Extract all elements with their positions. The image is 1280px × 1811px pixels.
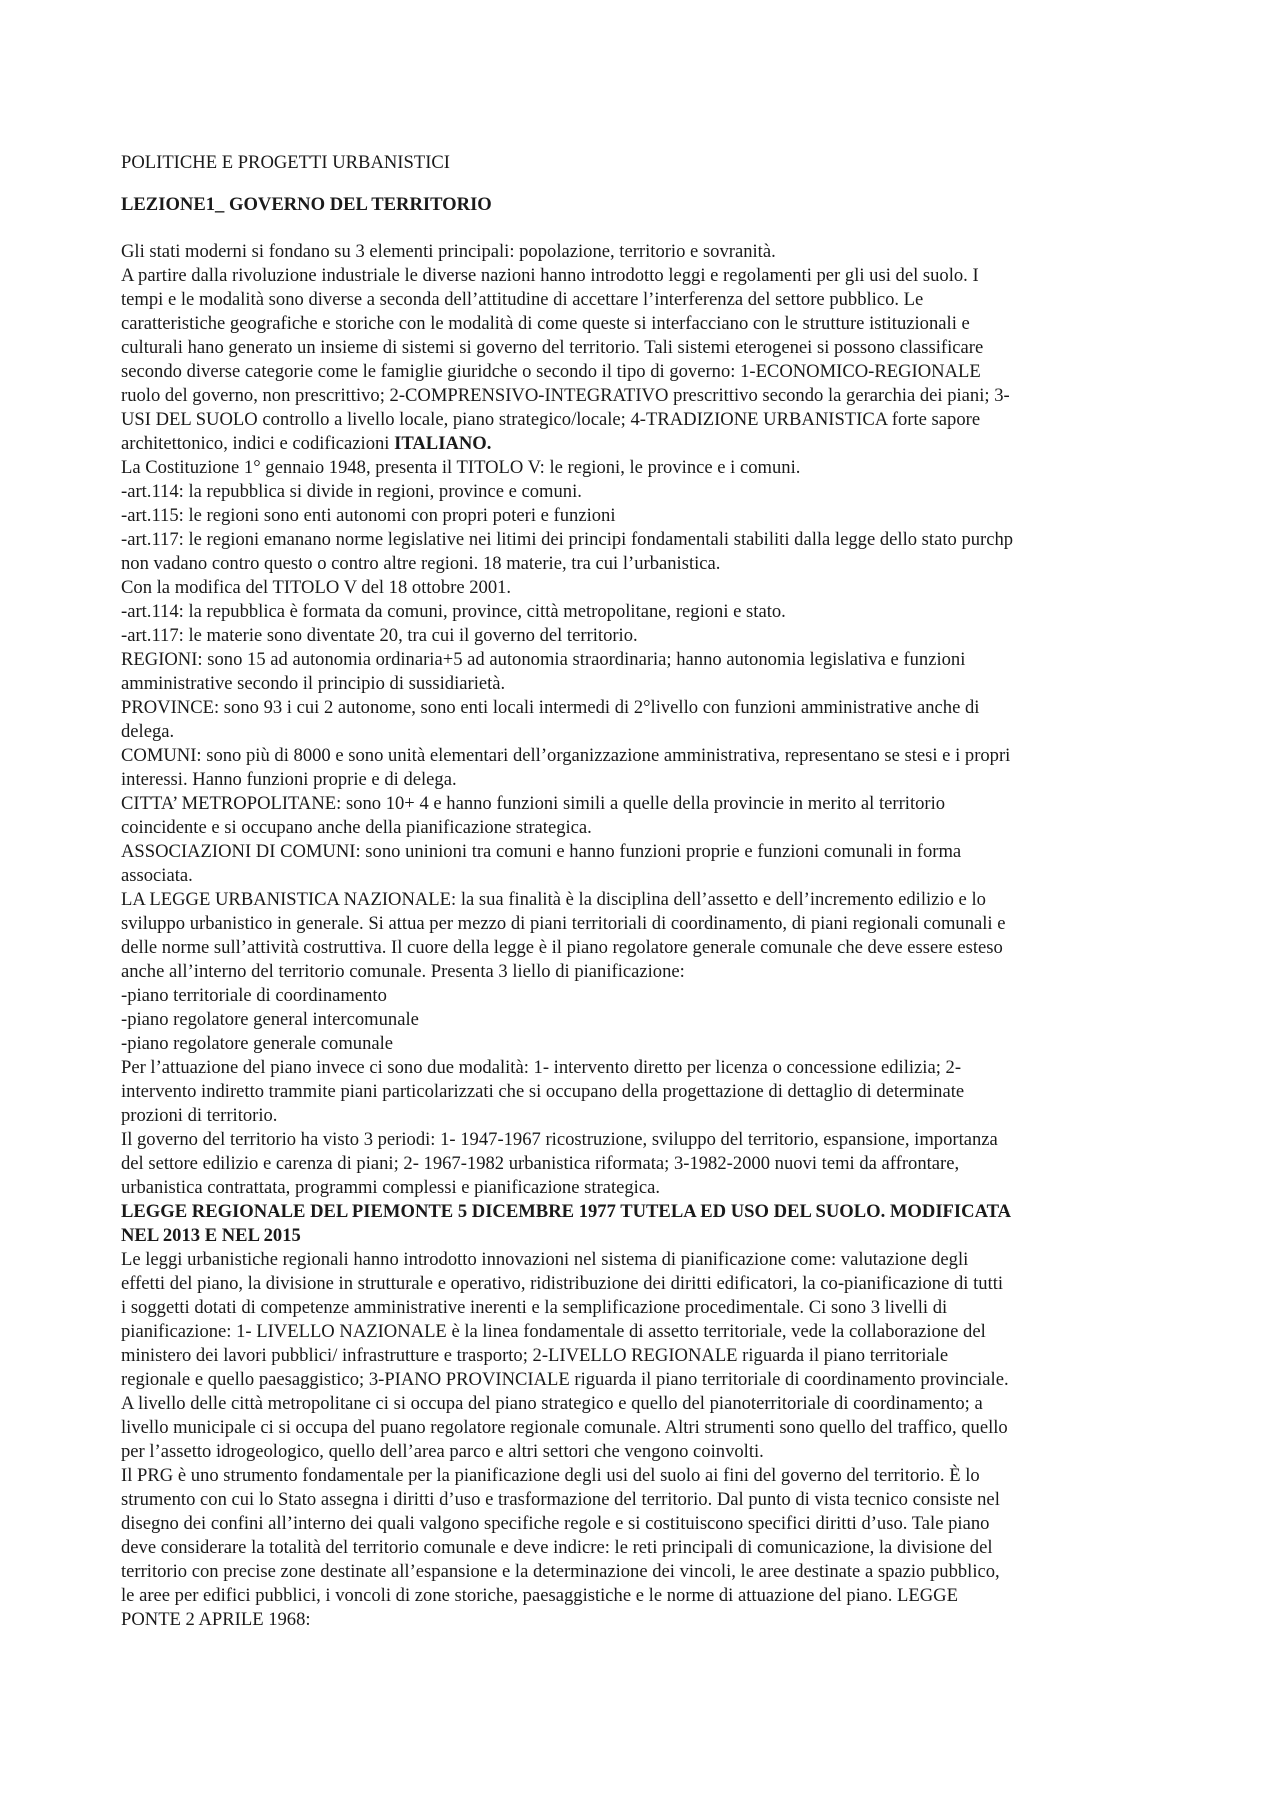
text-line-content: -art.114: la repubblica è formata da comuni, province, città metropolitane, regioni e stato.: [121, 601, 786, 622]
text-line: [121, 1344, 1169, 1368]
text-line-content: Le leggi urbanistiche regionali hanno introdotto innovazioni nel sistema di pianificazione come: valutazione degli: [121, 1249, 969, 1270]
text-line-content: coincidente e si occupano anche della pianificazione strategica.: [121, 817, 592, 838]
text-line: [121, 672, 1169, 696]
text-line-content: non vadano contro questo o contro altre regioni. 18 materie, tra cui l’urbanistica.: [121, 553, 721, 574]
text-line: [121, 1056, 1169, 1080]
text-line: [121, 1440, 1169, 1464]
text-line: [121, 456, 1169, 480]
text-line: [121, 744, 1169, 768]
text-line: [121, 816, 1169, 840]
text-line-content: territorio con precise zone destinate all’espansione e la determinazione dei vincoli, le aree destinate a spazio pubblico,: [121, 1561, 1000, 1582]
text-line: [121, 552, 1169, 576]
text-line-content: PROVINCE: sono 93 i cui 2 autonome, sono enti locali intermedi di 2°livello con funzioni amministrative anche di: [121, 697, 980, 718]
text-line-content: amministrative secondo il principio di sussidiarietà.: [121, 673, 506, 694]
text-line: [121, 1368, 1169, 1392]
text-line-content: ASSOCIAZIONI DI COMUNI: sono uninioni tra comuni e hanno funzioni proprie e funzioni comunali in forma: [121, 841, 962, 862]
text-line: [121, 1608, 1169, 1632]
text-line-content: -piano regolatore generale comunale: [121, 1033, 394, 1054]
text-line-content: CITTA’ METROPOLITANE: sono 10+ 4 e hanno funzioni simili a quelle della provincie in merito al territorio: [121, 793, 946, 814]
text-line-content: anche all’interno del territorio comunale. Presenta 3 liello di pianificazione:: [121, 961, 685, 982]
text-line-content: pianificazione: 1- LIVELLO NAZIONALE è la linea fondamentale di assetto territoriale, vede la collaborazione del: [121, 1321, 986, 1342]
text-line: [121, 264, 1169, 288]
text-line: [121, 888, 1169, 912]
text-line: [121, 1584, 1169, 1608]
lesson-title: LEZIONE1_ GOVERNO DEL TERRITORIO: [121, 194, 492, 215]
text-line-content: tempi e le modalità sono diverse a seconda dell’attitudine di accettare l’interferenza del settore pubblico. Le: [121, 289, 924, 310]
text-line-content: delega.: [121, 721, 175, 742]
text-line: [121, 1248, 1169, 1272]
text-line: [121, 600, 1169, 624]
text-line-content: LA LEGGE URBANISTICA NAZIONALE: la sua finalità è la disciplina dell’assetto e dell’incremento edilizio e lo: [121, 889, 986, 910]
text-line-content: deve considerare la totalità del territorio comunale e deve indicre: le reti principali di comunicazione, la divisione del: [121, 1537, 993, 1558]
text-line: [121, 1320, 1169, 1344]
text-line-content: strumento con cui lo Stato assegna i diritti d’uso e trasformazione del territorio. Dal punto di vista tecnico consiste nel: [121, 1489, 1000, 1510]
text-line: [121, 936, 1169, 960]
text-line: [121, 1128, 1169, 1152]
text-line-content: Il PRG è uno strumento fondamentale per la pianificazione degli usi del suolo ai fini del governo del territorio. È lo: [121, 1465, 980, 1486]
text-line-content: A livello delle città metropolitane ci si occupa del piano strategico e quello del pianoterritoriale di coordinamento; a: [121, 1393, 983, 1414]
text-line-content: -art.117: le materie sono diventate 20, tra cui il governo del territorio.: [121, 625, 638, 646]
text-line-content: sviluppo urbanistico in generale. Si attua per mezzo di piani territoriali di coordinamento, di piani regionali comunali e: [121, 913, 1006, 934]
text-line-content: le aree per edifici pubblici, i voncoli di zone storiche, paesaggistiche e le norme di attuazione del piano. LEGGE: [121, 1585, 958, 1606]
text-line: [121, 864, 1169, 888]
text-line: [121, 336, 1169, 360]
text-line-content: Con la modifica del TITOLO V del 18 ottobre 2001.: [121, 577, 512, 598]
text-line-bold: NEL 2013 E NEL 2015: [121, 1225, 301, 1246]
text-line: [121, 1176, 1169, 1200]
text-line-content: Per l’attuazione del piano invece ci sono due modalità: 1- intervento diretto per licenza o concessione edilizia; 2-: [121, 1057, 962, 1078]
text-line: [121, 960, 1169, 984]
text-line-content: disegno dei confini all’interno dei quali valgono specifiche regole e si costituiscono specifici diritti d’uso. Tale piano: [121, 1513, 990, 1534]
document-body: [121, 240, 1169, 1632]
text-line: [121, 384, 1169, 408]
text-line-content: -art.115: le regioni sono enti autonomi con propri poteri e funzioni: [121, 505, 616, 526]
text-line-content: architettonico, indici e codificazioni: [121, 433, 395, 454]
text-line: [121, 1464, 1169, 1488]
text-line-content: effetti del piano, la divisione in strutturale e operativo, ridistribuzione dei diritti edificatori, la co-pianificazione di tutti: [121, 1273, 1004, 1294]
text-line-content: del settore edilizio e carenza di piani; 2- 1967-1982 urbanistica riformata; 3-1982-2000 nuovi temi da affrontare,: [121, 1153, 960, 1174]
text-line: [121, 1488, 1169, 1512]
text-line-content: interessi. Hanno funzioni proprie e di delega.: [121, 769, 457, 790]
text-line-content: A partire dalla rivoluzione industriale le diverse nazioni hanno introdotto leggi e regolamenti per gli usi del suolo. I: [121, 265, 979, 286]
text-line: [121, 1032, 1169, 1056]
text-line-content: per l’assetto idrogeologico, quello dell’area parco e altri settori che vengono coinvolti.: [121, 1441, 764, 1462]
text-line-content: PONTE 2 APRILE 1968:: [121, 1609, 311, 1630]
text-line: [121, 1008, 1169, 1032]
text-line: [121, 1104, 1169, 1128]
text-line-content: livello municipale ci si occupa del puano regolatore regionale comunale. Altri strumenti sono quello del traffico, quello: [121, 1417, 1008, 1438]
text-line-content: regionale e quello paesaggistico; 3-PIANO PROVINCIALE riguarda il piano territoriale di coordinamento provinciale.: [121, 1369, 1009, 1390]
text-line-content: Gli stati moderni si fondano su 3 elementi principali: popolazione, territorio e sovranità.: [121, 241, 776, 262]
text-line: [121, 840, 1169, 864]
document-title: POLITICHE E PROGETTI URBANISTICI: [121, 152, 450, 173]
text-line-content: associata.: [121, 865, 193, 886]
text-line: [121, 1272, 1169, 1296]
text-line-content: ruolo del governo, non prescrittivo; 2-COMPRENSIVO-INTEGRATIVO prescrittivo secondo la gerarchia dei piani; 3-: [121, 385, 1010, 406]
text-line-content: COMUNI: sono più di 8000 e sono unità elementari dell’organizzazione amministrativa, representano se stesi e i propri: [121, 745, 1011, 766]
text-line-bold: ITALIANO.: [394, 433, 492, 454]
text-line: [121, 432, 1169, 456]
text-line-content: i soggetti dotati di competenze amministrative inerenti e la semplificazione procedimentale. Ci sono 3 livelli di: [121, 1297, 948, 1318]
text-line: [121, 528, 1169, 552]
text-line-content: caratteristiche geografiche e storiche con le modalità di come queste si interfacciano con le strutture istituzionali e: [121, 313, 970, 334]
text-line: [121, 720, 1169, 744]
text-line: [121, 1512, 1169, 1536]
text-line-content: intervento indiretto trammite piani particolarizzati che si occupano della progettazione di dettaglio di determinate: [121, 1081, 965, 1102]
text-line: [121, 1224, 1169, 1248]
text-line: [121, 1392, 1169, 1416]
text-line: [121, 240, 1169, 264]
text-line: [121, 408, 1169, 432]
text-line: [121, 360, 1169, 384]
text-line: [121, 648, 1169, 672]
text-line-bold: LEGGE REGIONALE DEL PIEMONTE 5 DICEMBRE 1977 TUTELA ED USO DEL SUOLO. MODIFICATA: [121, 1201, 1012, 1222]
text-line: [121, 1296, 1169, 1320]
text-line: [121, 480, 1169, 504]
text-line-content: USI DEL SUOLO controllo a livello locale, piano strategico/locale; 4-TRADIZIONE URBANISTICA forte sapore: [121, 409, 981, 430]
text-line: [121, 1080, 1169, 1104]
text-line: [121, 912, 1169, 936]
text-line: [121, 312, 1169, 336]
text-line: [121, 768, 1169, 792]
text-line: [121, 288, 1169, 312]
text-line: [121, 576, 1169, 600]
text-line: [121, 1416, 1169, 1440]
text-line-content: La Costituzione 1° gennaio 1948, presenta il TITOLO V: le regioni, le province e i comuni.: [121, 457, 801, 478]
text-line-content: -piano regolatore general intercomunale: [121, 1009, 419, 1030]
text-line: [121, 624, 1169, 648]
text-line-content: REGIONI: sono 15 ad autonomia ordinaria+5 ad autonomia straordinaria; hanno autonomia legislativa e funzioni: [121, 649, 966, 670]
text-line-content: delle norme sull’attività costruttiva. Il cuore della legge è il piano regolatore generale comunale che deve essere esteso: [121, 937, 1003, 958]
text-line: [121, 1536, 1169, 1560]
text-line: [121, 792, 1169, 816]
text-line-content: secondo diverse categorie come le famiglie giuridche o secondo il tipo di governo: 1-ECONOMICO-REGIONALE: [121, 361, 981, 382]
text-line-content: prozioni di territorio.: [121, 1105, 278, 1126]
text-line-content: culturali hano generato un insieme di sistemi si governo del territorio. Tali sistemi eterogenei si possono classificare: [121, 337, 984, 358]
text-line: [121, 1560, 1169, 1584]
text-line-content: ministero dei lavori pubblici/ infrastrutture e trasporto; 2-LIVELLO REGIONALE riguarda il piano territoriale: [121, 1345, 949, 1366]
text-line: [121, 696, 1169, 720]
text-line: [121, 1200, 1169, 1224]
text-line-content: -art.117: le regioni emanano norme legislative nei litimi dei principi fondamentali stabiliti dalla legge dello stato purchp: [121, 529, 1014, 550]
text-line: [121, 984, 1169, 1008]
text-line-content: Il governo del territorio ha visto 3 periodi: 1- 1947-1967 ricostruzione, sviluppo del territorio, espansione, importanza: [121, 1129, 998, 1150]
text-line: [121, 504, 1169, 528]
text-line-content: -art.114: la repubblica si divide in regioni, province e comuni.: [121, 481, 582, 502]
text-line-content: urbanistica contrattata, programmi complessi e pianificazione strategica.: [121, 1177, 661, 1198]
text-line: [121, 1152, 1169, 1176]
text-line-content: -piano territoriale di coordinamento: [121, 985, 387, 1006]
